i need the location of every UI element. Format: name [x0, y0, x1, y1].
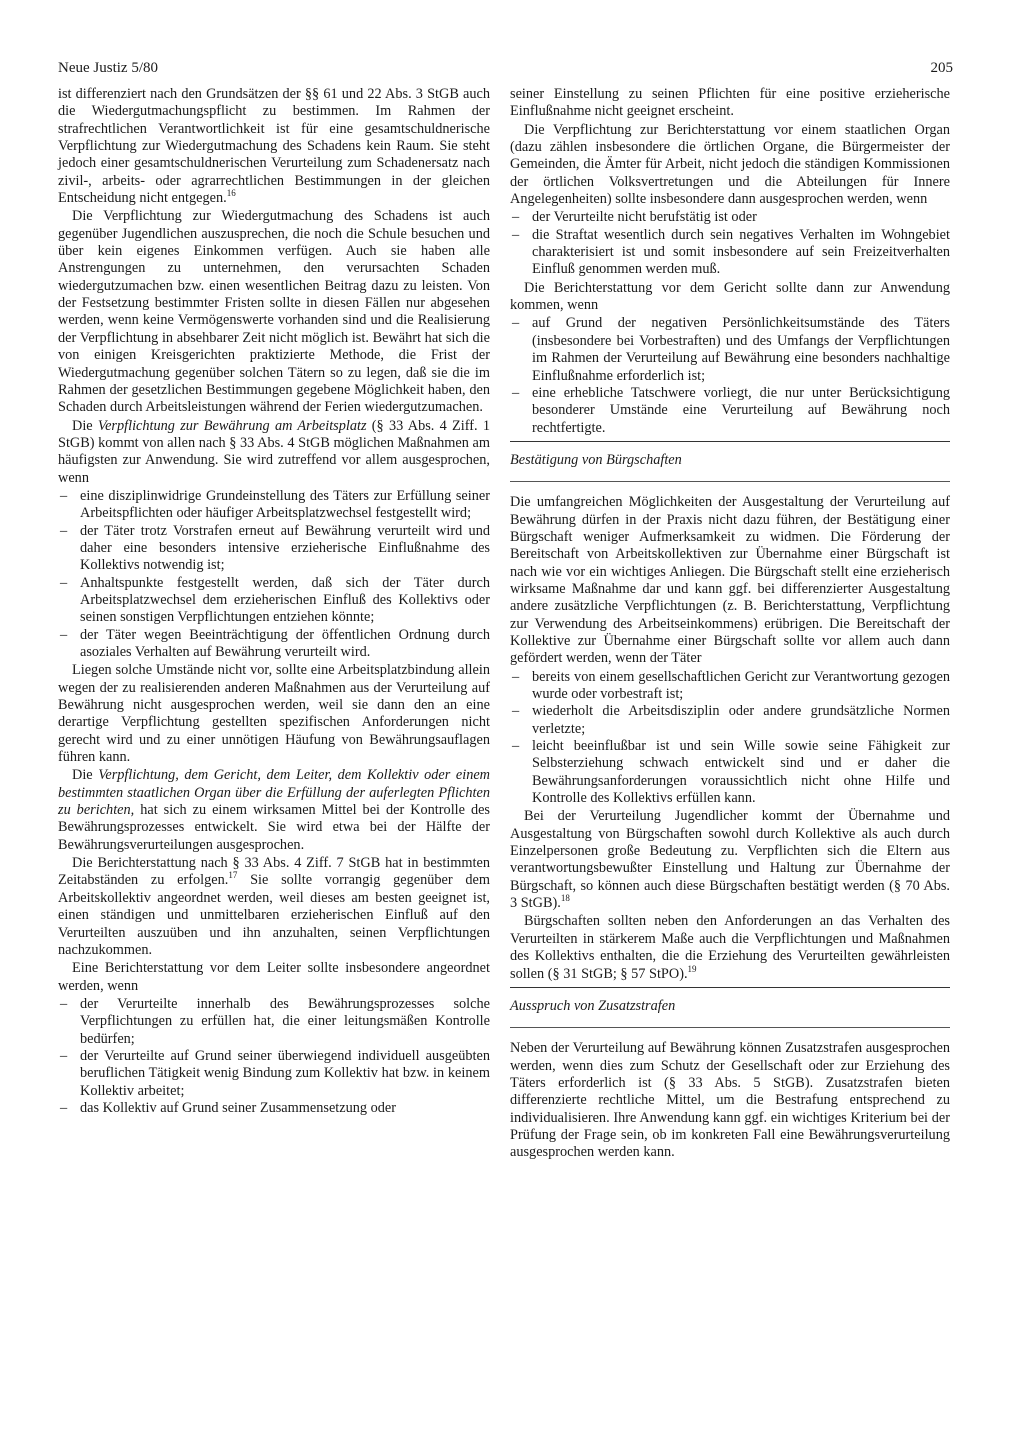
- paragraph-text: Die: [72, 767, 99, 784]
- emphasis-text: Verpflichtung, dem Gericht, dem Leiter, dem Kollektiv oder einem bestimmten staatlichen Organ über die Erfüllung der auferlegten Pflichten zu berichten,: [58, 767, 491, 819]
- left-column: [58, 86, 490, 1118]
- paragraph-text: Die: [72, 417, 98, 434]
- section-divider: [510, 441, 950, 442]
- paragraph: Die Verpflichtung zur Berichterstattung vor einem staatlichen Organ (dazu zählen insbesondere die örtlichen Organe, die Bürgermeister der Gemeinden, die Ämter für Arbeit, nicht jedoch die ständigen Kommissionen der örtlichen Volksvertretungen und die Abteilungen für Innere Angelegenheiten) sollte insbesondere dann ausgesprochen werden, wenn: [510, 121, 950, 208]
- paragraph: Die Verpflichtung zur Wiedergutmachung des Schadens ist auch gegenüber Jugendlichen auszusprechen, die noch die Schule besuchen und über kein eigenes Einkommen verfügen. Auch sie haben alle Anstrengungen zu unternehmen, den verursachten Schaden wiedergutzumachen bzw. einen wesentlichen Beitrag dazu zu leisten. Von der Festsetzung bestimmter Fristen sollte in diesen Fällen nur abgesehen werden, wenn keine Vermögenswerte vorhanden sind und die Realisierung der Verpflichtung in absehbarer Zeit nicht möglich ist. Bewährt hat sich die von einigen Kreisgerichten praktizierte Methode, die Frist der Wiedergutmachung gegenüber solchen Tätern so zu legen, daß sie die im Rahmen der gesetzlichen Bestimmungen gegebene Möglichkeit haben, den Schaden durch Arbeitsleistungen während der Ferien wiedergutzumachen.: [58, 208, 490, 416]
- footnote-ref: 19: [687, 963, 697, 974]
- page-header: [58, 60, 953, 82]
- paragraph-text: hat sich zu einem wirksamen Mittel bei der Kontrolle des Bewährungsprozesses entwickelt. Sie wird etwa bei der Hälfte der Bewährungsverurteilungen ausgesprochen.: [58, 802, 490, 853]
- paragraph-text: ist differenziert nach den Grundsätzen der §§ 61 und 22 Abs. 3 StGB auch die Wiedergutmachungspflicht zu bestimmen. Im Rahmen der strafrechtlichen Verantwortlichkeit ist für eine gesamtschuldnerische Verpflichtung zur Wiedergutmachung des Schadens kein Raum. Sie steht jedoch einer gesamtschuldnerischen Verurteilung zum Schadenersatz nach zivil-, arbeits- oder agrarrechtlichen Bestimmungen in der gleichen Entscheidung nicht entgegen.: [58, 86, 490, 207]
- journal-title: Neue Justiz 5/80: [58, 60, 158, 76]
- list-item: – der Verurteilte nicht berufstätig ist oder: [510, 209, 950, 226]
- paragraph: seiner Einstellung zu seinen Pflichten für eine positive erzieherische Einflußnahme nicht geeignet erscheint.: [510, 86, 950, 120]
- list-item: – Anhaltspunkte festgestellt werden, daß sich der Täter durch Arbeitsplatzwechsel dem erzieherischen Einfluß des Kollektivs oder seinen sonstigen Verpflichtungen entziehen könnte;: [58, 575, 490, 627]
- list-item: – leicht beeinflußbar ist und sein Wille sowie seine Fähigkeit zur Selbsterziehung schwach entwickelt sind und er daher die Bewährungsanforderungen voraussichtlich nicht ohne Hilfe und Kontrolle des Kollektivs erfüllen kann.: [510, 738, 950, 807]
- paragraph: [58, 86, 490, 207]
- right-column: [510, 86, 950, 1163]
- section-heading: Bestätigung von Bürgschaften: [510, 451, 682, 468]
- footnote-ref: 18: [560, 893, 570, 904]
- list-item: – der Verurteilte auf Grund seiner überwiegend individuell ausgeübten beruflichen Tätigkeit wenig Bindung zum Kollektiv hat bzw. in keinem Kollektiv arbeitet;: [58, 1048, 490, 1100]
- list-item: – der Täter trotz Vorstrafen erneut auf Bewährung verurteilt wird und daher eine besonders intensive erzieherische Einflußnahme des Kollektivs notwendig ist;: [58, 523, 490, 575]
- paragraph: [58, 767, 490, 854]
- list-item: – eine disziplinwidrige Grundeinstellung des Täters zur Erfüllung seiner Arbeitspflichten oder häufiger Arbeitsplatzwechsel festgestellt wird;: [58, 488, 490, 523]
- dash-list: [510, 315, 950, 436]
- paragraph: Liegen solche Umstände nicht vor, sollte eine Arbeitsplatzbindung allein wegen der zu realisierenden anderen Maßnahmen aus der Verurteilung auf Bewährung nicht ausgesprochen werden, weil sie dann den an eine derartige Verpflichtung gestellten spezifischen Anforderungen nicht gerecht wird und zu einer unnötigen Häufung von Bewährungsauflagen führen kann.: [58, 662, 490, 766]
- section-heading: Ausspruch von Zusatzstrafen: [510, 997, 676, 1014]
- paragraph: Die Berichterstattung vor dem Gericht sollte dann zur Anwendung kommen, wenn: [510, 279, 950, 314]
- section-divider: [510, 1027, 950, 1028]
- list-item: – die Straftat wesentlich durch sein negatives Verhalten im Wohngebiet charakterisiert ist und somit insbesondere auf sein Freizeitverhalten Einfluß genommen werden muß.: [510, 227, 950, 279]
- paragraph-text: Sie sollte vorrangig gegenüber dem Arbeitskollektiv angeordnet werden, weil dieses am besten geeignet ist, einen ständigen und unmittelbaren erzieherischen Einfluß auf den Verurteilten auszuüben und ihn anzuhalten, seinen Verpflichtungen nachzukommen.: [58, 872, 490, 958]
- section-divider: [510, 987, 950, 988]
- emphasis-text: Verpflichtung zur Bewährung am Arbeitsplatz: [97, 417, 367, 434]
- section-divider: [510, 481, 950, 482]
- paragraph: Eine Berichterstattung vor dem Leiter sollte insbesondere angeordnet werden, wenn: [58, 960, 490, 994]
- dash-list: [58, 996, 490, 1117]
- paragraph: [510, 808, 950, 912]
- list-item: – wiederholt die Arbeitsdisziplin oder andere grundsätzliche Normen verletzte;: [510, 703, 950, 738]
- paragraph: Neben der Verurteilung auf Bewährung können Zusatzstrafen ausgesprochen werden, wenn dies zum Schutz der Gesellschaft oder zur Erziehung des Täters erforderlich ist (§ 33 Abs. 5 StGB). Zusatzstrafen bieten differenzierte rechtliche Mittel, um die Bestrafung entsprechend zu individualisieren. Ihre Anwendung kann ggf. ein wichtiges Kriterium bei der Prüfung der Frage sein, ob im konkreten Fall eine Bewährungsverurteilung ausgesprochen werden kann.: [510, 1040, 950, 1161]
- list-item: – das Kollektiv auf Grund seiner Zusammensetzung oder: [58, 1100, 490, 1117]
- paragraph: [510, 913, 950, 982]
- footnote-ref: 16: [226, 188, 236, 199]
- list-item: – der Verurteilte innerhalb des Bewährungsprozesses solche Verpflichtungen zu erfüllen hat, die einer leitungsmäßen Kontrolle bedürfen;: [58, 996, 490, 1048]
- dash-list: [510, 669, 950, 808]
- list-item: – der Täter wegen Beeinträchtigung der öffentlichen Ordnung durch asoziales Verhalten auf Bewährung verurteilt wird.: [58, 627, 490, 662]
- paragraph-text: Die Berichterstattung nach § 33 Abs. 4 Ziff. 7 StGB hat in bestimmten Zeitabständen zu erfolgen.: [58, 855, 490, 889]
- dash-list: [510, 209, 950, 278]
- list-item: – bereits von einem gesellschaftlichen Gericht zur Verantwortung gezogen wurde oder vorbestraft ist;: [510, 669, 950, 704]
- list-item: – auf Grund der negativen Persönlichkeitsumstände des Täters (insbesondere bei Vorbestraften) und des Umfangs der Verpflichtungen im Rahmen der Verurteilung auf Bewährung eine besonders nachhaltige Einflußnahme erforderlich ist;: [510, 315, 950, 384]
- paragraph: [58, 855, 490, 959]
- paragraph: [58, 418, 490, 487]
- list-item: – eine erhebliche Tatschwere vorliegt, die nur unter Berücksichtigung besonderer Umstände eine Verurteilung auf Bewährung noch rechtfertigte.: [510, 385, 950, 437]
- paragraph-text: Bürgschaften sollten neben den Anforderungen an das Verhalten des Verurteilten in stärkerem Maße auch die Verpflichtungen und Maßnahmen des Kollektivs enthalten, die die Erziehung des Verurteilten gewährleisten sollen (§ 31 StGB; § 57 StPO).: [510, 913, 950, 982]
- paragraph-text: (§ 33 Abs. 4 Ziff. 1 StGB) kommt von allen nach § 33 Abs. 4 StGB möglichen Maßnahmen am häufigsten zur Anwendung. Sie wird zutreffend vor allem ausgesprochen, wenn: [58, 417, 490, 486]
- paragraph: Die umfangreichen Möglichkeiten der Ausgestaltung der Verurteilung auf Bewährung dürfen in der Praxis nicht dazu führen, der Bestätigung einer Bürgschaft weniger Aufmerksamkeit zu widmen. Die Förderung der Bereitschaft von Arbeitskollektiven zur Übernahme einer Bürgschaft ist nach wie vor ein wichtiges Anliegen. Die Bürgschaft stellt eine erzieherisch wirksame Maßnahme dar und kann ggf. bei differenzierter Ausgestaltung andere zusätzliche Verpflichtungen (z. B. Berichterstattung, Verpflichtung zur Verwendung des Arbeitseinkommens) erübrigen. Die Bereitschaft der Kollektive zur Übernahme einer Bürgschaft sollte vor allem auch dann gefördert werden, wenn der Täter: [510, 494, 950, 667]
- page-number: 205: [930, 60, 953, 76]
- dash-list: [58, 488, 490, 661]
- footnote-ref: 17: [228, 870, 238, 881]
- paragraph-text: Bei der Verurteilung Jugendlicher kommt der Übernahme und Ausgestaltung von Bürgschaften sowohl durch Kollektive als auch durch Einzelpersonen große Bedeutung zu. Verpflichten sich die Eltern aus verantwortungsbewußter Einstellung und Haltung zur Übernahme der Bürgschaft, so können auch diese Bürgschaften bestätigt werden (§ 70 Abs. 3 StGB).: [510, 808, 950, 912]
